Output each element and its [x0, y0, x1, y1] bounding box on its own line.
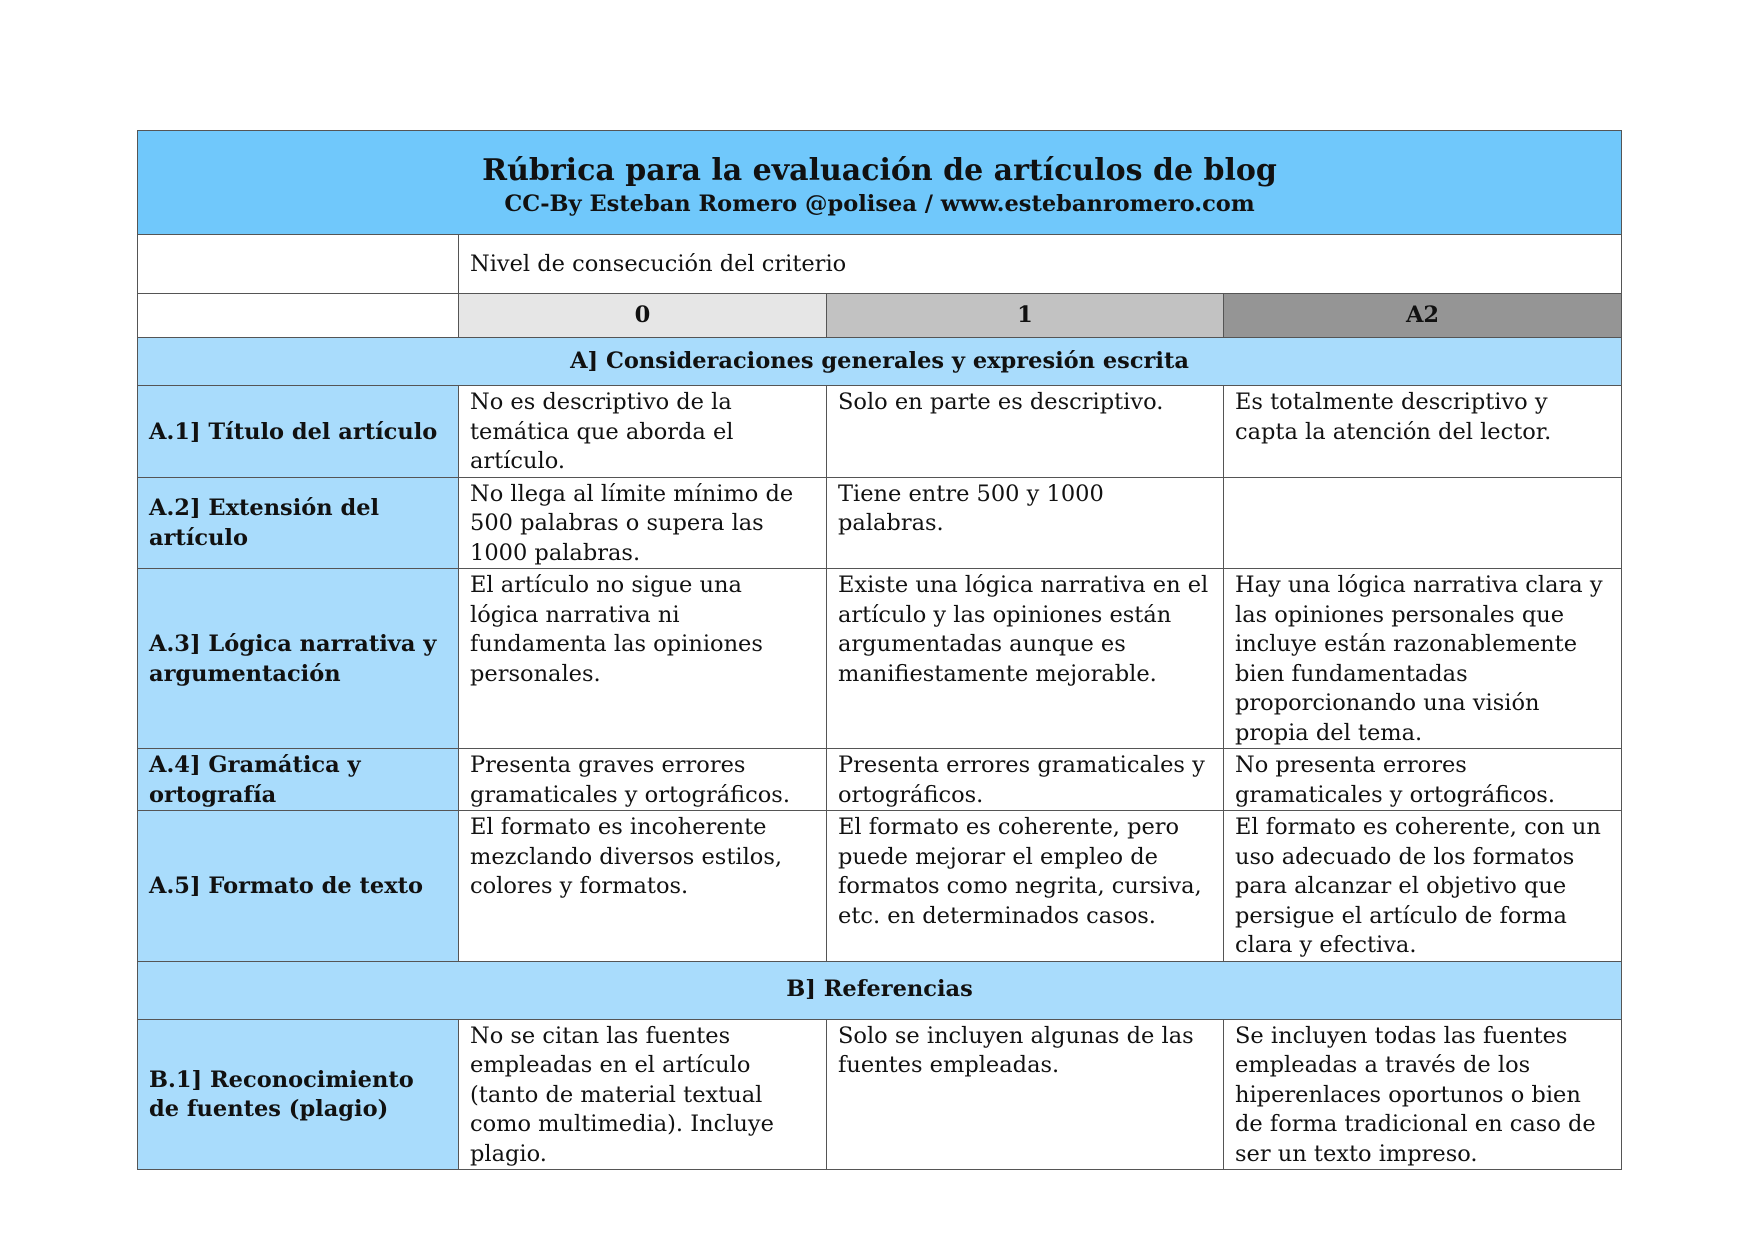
level-1-cell: Existe una lógica narrativa en el artículo y las opiniones están argumentadas aunque es manifiestamente mejorable.	[827, 569, 1224, 749]
criterion-row	[138, 811, 1622, 962]
level-2-header: A2	[1224, 294, 1622, 338]
level-0-cell: No se citan las fuentes empleadas en el artículo (tanto de material textual como multimedia). Incluye plagio.	[459, 1019, 827, 1170]
level-2-cell: El formato es coherente, con un uso adecuado de los formatos para alcanzar el objetivo que persigue el artículo de forma clara y efectiva.	[1224, 811, 1622, 962]
criterion-row	[138, 386, 1622, 478]
rubric-table	[137, 130, 1622, 1170]
section-b-title: B] Referencias	[138, 961, 1622, 1019]
level-1-cell: Solo en parte es descriptivo.	[827, 386, 1224, 478]
criterion-label: A.5] Formato de texto	[138, 811, 459, 962]
empty-corner-cell	[138, 294, 459, 338]
level-0-header: 0	[459, 294, 827, 338]
level-0-cell: El artículo no sigue una lógica narrativa ni fundamenta las opiniones personales.	[459, 569, 827, 749]
levels-row	[138, 294, 1622, 338]
level-0-cell: Presenta graves errores gramaticales y ortográficos.	[459, 749, 827, 811]
levels-caption: Nivel de consecución del criterio	[459, 235, 1622, 294]
criterion-row	[138, 569, 1622, 749]
criterion-label: A.4] Gramática y ortografía	[138, 749, 459, 811]
level-2-cell: No presenta errores gramaticales y ortográficos.	[1224, 749, 1622, 811]
criterion-label: A.3] Lógica narrativa y argumentación	[138, 569, 459, 749]
level-1-cell: Tiene entre 500 y 1000 palabras.	[827, 477, 1224, 569]
level-0-cell: No llega al límite mínimo de 500 palabras o supera las 1000 palabras.	[459, 477, 827, 569]
levels-caption-row	[138, 235, 1622, 294]
section-row	[138, 338, 1622, 386]
level-2-cell	[1224, 477, 1622, 569]
level-1-header: 1	[827, 294, 1224, 338]
criterion-row	[138, 749, 1622, 811]
criterion-row	[138, 1019, 1622, 1170]
level-2-cell: Es totalmente descriptivo y capta la atención del lector.	[1224, 386, 1622, 478]
level-2-cell: Hay una lógica narrativa clara y las opiniones personales que incluye están razonablemente bien fundamentadas proporcionando una visión propia del tema.	[1224, 569, 1622, 749]
criterion-label: A.1] Título del artículo	[138, 386, 459, 478]
criterion-row	[138, 477, 1622, 569]
level-0-cell: El formato es incoherente mezclando diversos estilos, colores y formatos.	[459, 811, 827, 962]
level-1-cell: El formato es coherente, pero puede mejorar el empleo de formatos como negrita, cursiva, etc. en determinados casos.	[827, 811, 1224, 962]
level-1-cell: Presenta errores gramaticales y ortográficos.	[827, 749, 1224, 811]
section-a-title: A] Consideraciones generales y expresión escrita	[138, 338, 1622, 386]
title-row	[138, 131, 1622, 235]
document-title: Rúbrica para la evaluación de artículos de blog	[482, 152, 1277, 188]
header-cell	[138, 131, 1622, 235]
empty-corner-cell	[138, 235, 459, 294]
section-row	[138, 961, 1622, 1019]
level-1-cell: Solo se incluyen algunas de las fuentes empleadas.	[827, 1019, 1224, 1170]
criterion-label: A.2] Extensión del artículo	[138, 477, 459, 569]
level-2-cell: Se incluyen todas las fuentes empleadas a través de los hiperenlaces oportunos o bien de forma tradicional en caso de ser un texto impreso.	[1224, 1019, 1622, 1170]
level-0-cell: No es descriptivo de la temática que aborda el artículo.	[459, 386, 827, 478]
document-subtitle: CC-By Esteban Romero @polisea / www.estebanromero.com	[504, 190, 1255, 217]
criterion-label: B.1] Reconocimiento de fuentes (plagio)	[138, 1019, 459, 1170]
